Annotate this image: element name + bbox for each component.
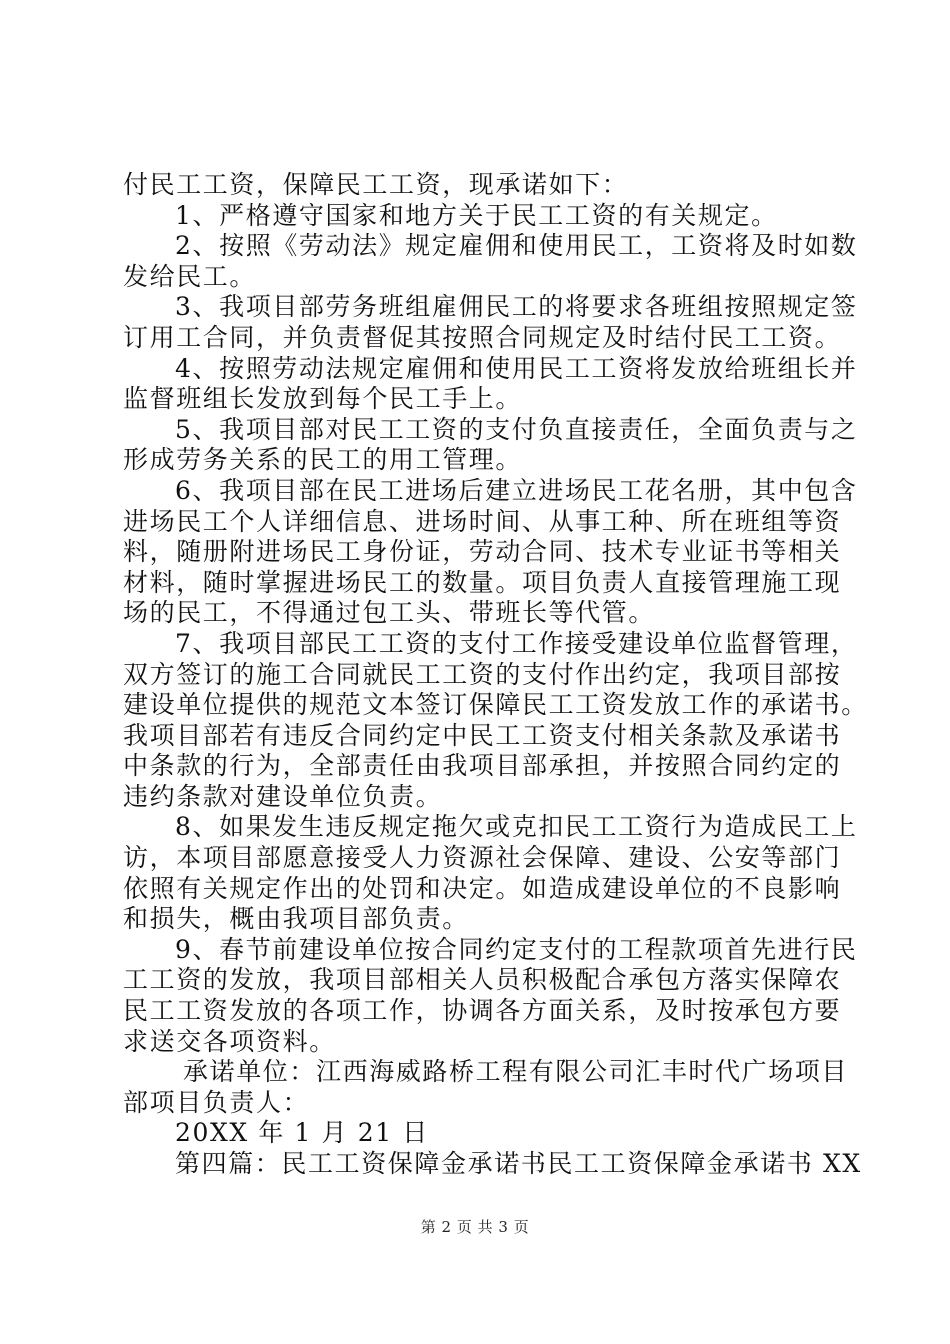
text-line: 订用工合同，并负责督促其按照合同规定及时结付民工工资。 [123,322,842,352]
text-line: 违约条款对建设单位负责。 [123,781,443,811]
clause-8: 8、如果发生违反规定拖欠或克扣民工工资行为造成民工上 [175,812,858,842]
project-leader: 部项目负责人： [123,1087,310,1117]
clause-2: 2、按照《劳动法》规定雇佣和使用民工，工资将及时如数 [175,231,858,261]
text-line: 双方签订的施工合同就民工工资的支付作出约定，我项目部按 [123,659,842,689]
text-line: 民工工资发放的各项工作，协调各方面关系，及时按承包方要 [123,996,842,1026]
text-line: 形成劳务关系的民工的用工管理。 [123,445,523,475]
clause-5: 5、我项目部对民工工资的支付负直接责任，全面负责与之 [175,414,858,444]
text-line: 和损失，概由我项目部负责。 [123,904,469,934]
text-line: 场的民工，不得通过包工头、带班长等代管。 [123,598,656,628]
signing-date: 20XX 年 1 月 21 日 [175,1118,429,1148]
clause-1: 1、严格遵守国家和地方关于民工工资的有关规定。 [175,200,778,230]
page-footer: 第 2 页 共 3 页 [420,1218,530,1236]
clause-4: 4、按照劳动法规定雇佣和使用民工工资将发放给班组长并 [175,353,858,383]
document-body [123,170,868,1180]
text-line: 中条款的行为，全部责任由我项目部承担，并按照合同约定的 [123,751,842,781]
text-line: 工工资的发放，我项目部相关人员积极配合承包方落实保障农 [123,965,842,995]
section-heading: 第四篇：民工工资保障金承诺书民工工资保障金承诺书 XX [175,1149,862,1178]
text-line: 建设单位提供的规范文本签订保障民工工资发放工作的承诺书。 [123,690,868,720]
text-line: 求送交各项资料。 [123,1026,336,1056]
clause-3: 3、我项目部劳务班组雇佣民工的将要求各班组按照规定签 [175,292,858,322]
text-line: 料，随册附进场民工身份证，劳动合同、技术专业证书等相关 [123,537,842,567]
clause-6: 6、我项目部在民工进场后建立进场民工花名册，其中包含 [175,475,858,505]
clause-7: 7、我项目部民工工资的支付工作接受建设单位监督管理， [175,628,858,658]
text-line: 发给民工。 [123,261,257,291]
text-line: 我项目部若有违反合同约定中民工工资支付相关条款及承诺书 [123,720,842,750]
clause-9: 9、春节前建设单位按合同约定支付的工程款项首先进行民 [175,934,858,964]
text-line: 访，本项目部愿意接受人力资源社会保障、建设、公安等部门 [123,843,842,873]
signing-unit: 承诺单位：江西海威路桥工程有限公司汇丰时代广场项目 [183,1057,849,1087]
text-line: 进场民工个人详细信息、进场时间、从事工种、所在班组等资 [123,506,842,536]
text-line: 依照有关规定作出的处罚和决定。如造成建设单位的不良影响 [123,873,842,903]
text-line: 材料，随时掌握进场民工的数量。项目负责人直接管理施工现 [123,567,842,597]
text-line: 监督班组长发放到每个民工手上。 [123,384,523,414]
text-line: 付民工工资，保障民工工资，现承诺如下： [123,170,629,199]
